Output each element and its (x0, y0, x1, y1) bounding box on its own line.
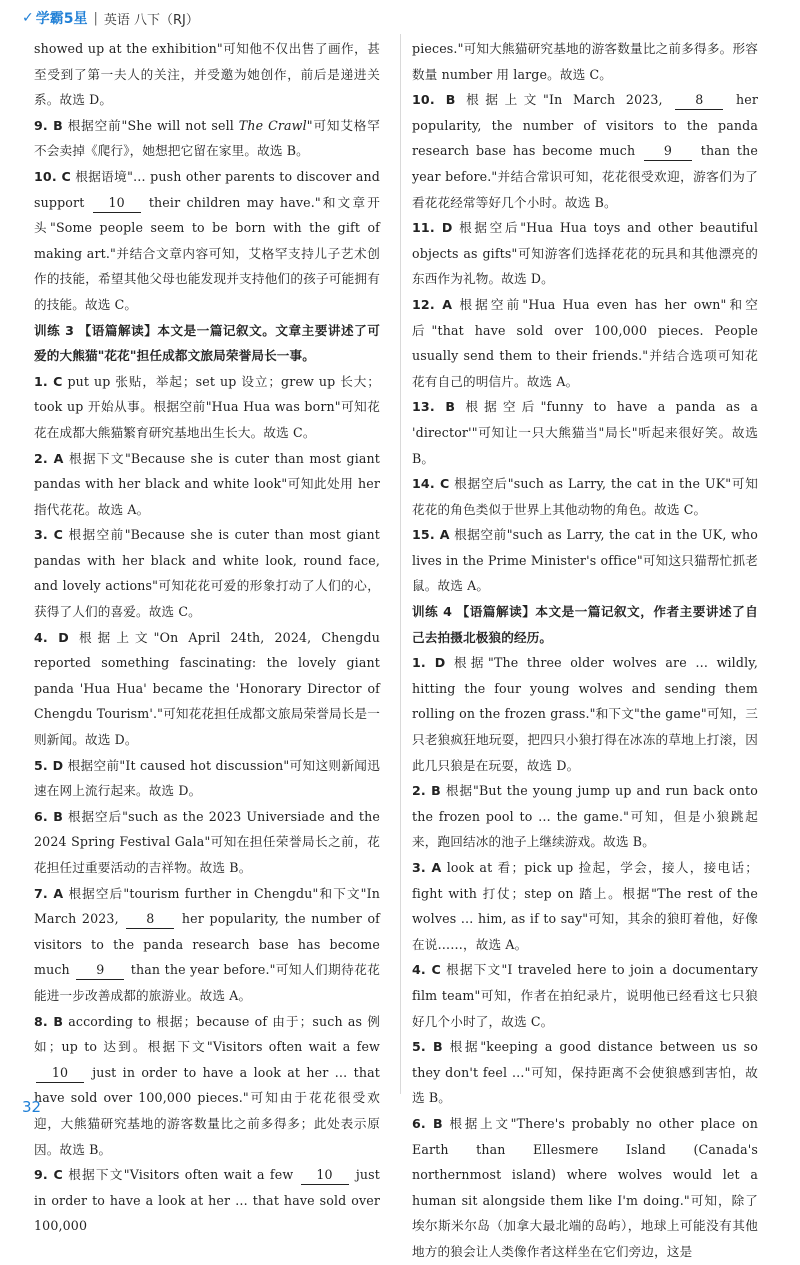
answer-paragraph (412, 394, 758, 471)
explanation-text: "可知艾格罕不会卖掉《爬行》，她想把它留在家里。故选 B。 (34, 117, 380, 159)
answer-number: 13. B (412, 399, 456, 415)
explanation-text: 根据语境"… push other parents to discover and support (34, 168, 381, 210)
answer-paragraph (412, 650, 758, 778)
italic-title: The Crawl (238, 117, 307, 133)
explanation-text: 根据下文"I traveled here to join a documentary film team"可知，作者在拍纪录片，说明他已经看这七只狼好几个小时了，故选 C。 (412, 962, 759, 1029)
explanation-text: 根据"keeping a good distance between us so they don't feel …"可知，保持距离不会使狼感到害怕，故选 B。 (412, 1039, 759, 1106)
answer-paragraph (34, 164, 380, 318)
answer-paragraph (34, 1009, 380, 1163)
answer-number: 6. B (34, 808, 63, 824)
answer-paragraph (412, 599, 758, 650)
answer-number: 12. A (412, 296, 453, 312)
blank-number: 10 (301, 1166, 349, 1185)
explanation-text: than the year before."并结合常识可知，花花很受欢迎，游客们为了看花花经常等好几个小时。故选 B。 (412, 143, 758, 210)
answer-number: 8. B (34, 1013, 64, 1029)
explanation-text: 根据空后"tourism further in Chengdu"和下文"In March 2023, (34, 885, 381, 927)
blank-number: 10 (36, 1064, 84, 1083)
blank-number: 8 (675, 91, 723, 110)
blank-number: 9 (76, 961, 124, 980)
answer-number: 11. D (412, 220, 453, 236)
section-label: 训练 3 (34, 322, 75, 338)
answer-paragraph (412, 87, 758, 215)
answer-paragraph (34, 522, 380, 624)
answer-paragraph (34, 1162, 380, 1239)
answer-number: 4. C (412, 962, 441, 978)
header-separator: | (93, 10, 98, 26)
answer-number: 5. B (412, 1039, 443, 1055)
explanation-text: her popularity, the number of visitors to the panda research base has become much (34, 911, 380, 978)
answer-paragraph (412, 1034, 758, 1111)
answer-paragraph (412, 778, 758, 855)
explanation-text: 根据上文"There's probably no other place on Earth than Ellesmere Island (Canada's northernmost island) where wolves would let a human sit alongside them like I'm doing."可知，除了埃尔斯米尔岛（加拿大最北端的岛屿），地球上可能没有其他地方的狼会让人类像作者这样坐在它们旁边，这是 (412, 1115, 758, 1259)
explanation-text: 根据"The three older wolves are … wildly, hitting the four young wolves and sending them rolling on the frozen grass."和下文"the game"可知，三只老狼疯狂地玩耍，把四只小狼打得在冰冻的草地上打滚，因此几只狼是在玩耍，故选 D。 (412, 655, 758, 773)
answer-paragraph (34, 804, 380, 881)
answer-paragraph (34, 446, 380, 523)
explanation-text: their children may have."和文章开头"Some people seem to be born with the gift of making art."并结合文章内容可知，艾格罕支持儿子艺术创作的技能，希望其他父母也能发现并支持他们的孩子可能拥有的技能。故选 C。 (34, 194, 380, 312)
page-header (22, 8, 199, 28)
column-divider (400, 34, 401, 1094)
explanation-text: just in order to have a look at her … that have sold over 100,000 (34, 1167, 381, 1234)
explanation-text: 根据空后"such as Larry, the cat in the UK"可知花花的角色类似于世界上其他动物的角色。故选 C。 (412, 476, 758, 517)
explanation-text: than the year before."可知人们期待花花能进一步改善成都的旅游业。故选 A。 (34, 962, 380, 1003)
answer-number: 9. C (34, 1167, 63, 1183)
explanation-text: 根据空后"funny to have a panda as a 'director'"可知让一只大熊猫当"局长"听起来很好笑。故选 B。 (412, 399, 758, 466)
explanation-text: according to 根据；because of 由于；such as 例如；up to 达到。根据下文"Visitors often wait a few (34, 1013, 381, 1055)
answer-number: 4. D (34, 629, 69, 645)
explanation-text: 根据空前"It caused hot discussion"可知这则新闻迅速在网上流行起来。故选 D。 (34, 757, 380, 799)
answer-paragraph (412, 522, 758, 599)
answer-number: 14. C (412, 476, 450, 492)
explanation-text: 根据下文"Because she is cuter than most giant pandas with her black and white look"可知此处用 her 指代花花。故选 A。 (34, 450, 381, 517)
explanation-text: put up 张贴，举起；set up 设立；grew up 长大；took up 开始从事。根据空前"Hua Hua was born"可知花花在成都大熊猫繁育研究基地出生长大。故选 C。 (34, 373, 380, 440)
explanation-text: 根据下文"Visitors often wait a few (68, 1167, 299, 1183)
header-subject: 英语 八下（RJ） (103, 12, 199, 28)
answer-paragraph (34, 753, 380, 804)
blank-number: 8 (126, 910, 174, 929)
answer-paragraph (34, 369, 380, 446)
answer-paragraph (412, 215, 758, 292)
explanation-text: 根据空前"Hua Hua even has her own"和空后"that have sold over 100,000 pieces. People usually send them to their friends."并结合选项可知花花有自己的明信片。故选 A。 (412, 296, 758, 389)
answer-number: 1. C (34, 373, 63, 389)
section-label: 训练 4 (412, 604, 453, 620)
answer-paragraph (412, 36, 758, 87)
answer-number: 2. B (412, 783, 441, 799)
answer-number: 6. B (412, 1115, 443, 1131)
answer-paragraph (412, 292, 758, 394)
blank-number: 10 (93, 194, 141, 213)
answer-number: 5. D (34, 757, 64, 773)
explanation-text: 根据"But the young jump up and run back onto the frozen pool to … the game."可知，但是小狼跳起来，跑回结冰的池子上继续游戏。故选 B。 (412, 783, 758, 850)
answer-paragraph (34, 36, 380, 113)
answer-number: 9. B (34, 117, 63, 133)
answer-number: 2. A (34, 450, 64, 466)
answer-paragraph (34, 625, 380, 753)
answer-paragraph (412, 1111, 758, 1265)
explanation-text: 根据空后"Hua Hua toys and other beautiful objects as gifts"可知游客们选择花花的玩具和其他漂亮的东西作为礼物。故选 D。 (412, 220, 758, 287)
answer-number: 7. A (34, 885, 64, 901)
brand-icon: ✓ (22, 10, 34, 26)
answer-paragraph (412, 957, 758, 1034)
answer-number: 1. D (412, 655, 446, 671)
paragraph-text: pieces."可知大熊猫研究基地的游客数量比之前多得多。形容数量 number 用 large。故选 C。 (412, 41, 758, 82)
explanation-text: just in order to have a look at her … that have sold over 100,000 pieces."可知由于花花很受欢迎，大熊猫研究基地的游客数量比之前多得多；此处表示原因。故选 B。 (34, 1064, 380, 1157)
answer-number: 10. C (34, 168, 71, 184)
answer-number: 15. A (412, 527, 450, 543)
explanation-text: 根据空前"Because she is cuter than most giant pandas with her black and white look, round face, and lovely actions"可知花花可爱的形象打动了人们的心，获得了人们的喜爱。故选 C。 (34, 527, 380, 620)
section-summary: 【语篇解读】本文是一篇记叙文。文章主要讲述了可爱的大熊猫"花花"担任成都文旅局荣誉局长一事。 (34, 322, 381, 364)
answer-paragraph (34, 113, 380, 164)
explanation-text: 根据上文"In March 2023, (466, 92, 674, 108)
answer-paragraph (412, 471, 758, 522)
explanation-text: look at 看；pick up 捡起，学会，接人，接电话；fight with 打仗；step on 踏上。根据"The rest of the wolves … him, as if to say"可知，其余的狼盯着他，好像在说……，故选 A。 (412, 860, 758, 952)
explanation-text: 根据空后"such as the 2023 Universiade and the 2024 Spring Festival Gala"可知在担任荣誉局长之前，花花担任过重要活动的吉祥物。故选 B。 (34, 808, 380, 875)
explanation-text: 根据空前"She will not sell (67, 117, 239, 133)
answer-paragraph (34, 881, 380, 1009)
blank-number: 9 (644, 142, 692, 161)
answer-number: 3. C (34, 527, 64, 543)
section-summary: 【语篇解读】本文是一篇记叙文，作者主要讲述了自己去拍摄北极狼的经历。 (412, 604, 759, 645)
left-column (34, 36, 380, 1239)
explanation-text: 根据上文"On April 24th, 2024, Chengdu reported something fascinating: the lovely giant panda 'Hua Hua' became the 'Honorary Director of Chengdu Tourism'."可知花花担任成都文旅局荣誉局长是一则新闻。故选 D。 (34, 629, 380, 748)
page-number: 32 (22, 1098, 42, 1116)
paragraph-text: showed up at the exhibition"可知他不仅出售了画作，甚至受到了第一夫人的关注，并受邀为她创作，前后是递进关系。故选 D。 (34, 41, 380, 108)
brand-name: 学霸5星 (35, 11, 88, 27)
brand-logo (22, 8, 87, 28)
right-column (412, 36, 758, 1265)
explanation-text: her popularity, the number of visitors to the panda research base has become much (412, 92, 759, 159)
answer-number: 10. B (412, 92, 456, 108)
explanation-text: 根据空前"such as Larry, the cat in the UK, who lives in the Prime Minister's office"可知这只猫帮忙抓老鼠。故选 A。 (412, 527, 758, 594)
answer-number: 3. A (412, 860, 442, 875)
answer-paragraph (412, 855, 758, 957)
answer-paragraph (34, 318, 380, 369)
